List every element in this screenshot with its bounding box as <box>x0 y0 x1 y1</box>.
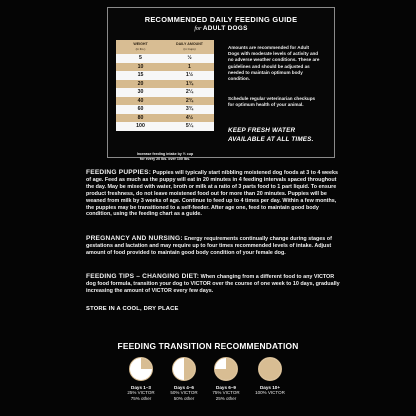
amount-cell: 5¼ <box>185 123 194 129</box>
pie-victor-portion <box>141 358 152 369</box>
guide-vet-text: Schedule regular veterinarian checkups for optimum health of your animal. <box>228 96 316 108</box>
table-row <box>116 71 214 80</box>
pregnancy-section <box>86 236 340 257</box>
guide-guideline-text: Amounts are recommended for Adult Dogs with moderate levels of activity and no adverse weather conditions. These are guidelines and should be adjusted as needed to maintain optimum body condition. <box>228 45 320 82</box>
water-note-line: AVAILABLE AT ALL TIMES. <box>228 135 314 143</box>
weight-cell: 80 <box>137 114 144 121</box>
weight-cell: 60 <box>137 106 144 112</box>
feeding-tips-body: When changing from a different food to any VICTOR dog food formula, transition your dog to VICTOR over the course of one week to 10 days, gradually increasing the amount of VICTOR every few days. <box>86 274 340 294</box>
stage-victor-share: 75% VICTOR <box>212 390 240 395</box>
amount-cell: 1¾ <box>185 80 194 87</box>
stage-victor-share: 50% VICTOR <box>170 390 198 395</box>
amount-header-unit: (in Cups) <box>183 46 196 51</box>
amount-cell: 4½ <box>185 114 194 121</box>
feeding-tips-section <box>86 274 340 295</box>
table-row <box>116 105 214 114</box>
amount-cell: 1 <box>188 63 191 70</box>
pie-victor-portion <box>259 358 281 380</box>
amount-cell: 1½ <box>185 72 194 78</box>
stage-days: Days 10+ <box>259 385 281 390</box>
puppies-section <box>86 170 340 218</box>
water-note-line: KEEP FRESH WATER <box>228 127 296 134</box>
table-row <box>116 88 214 97</box>
table-row <box>116 114 214 123</box>
water-note <box>228 127 328 144</box>
guide-subtitle-prefix: for <box>194 26 202 32</box>
table-row <box>116 63 214 72</box>
transition-stage <box>240 356 300 396</box>
puppies-body: Puppies will typically start nibbling moistened dog foods at 3 to 4 weeks of age. Feed as much as the puppy will eat in 20 minutes in 4 feeding intervals spaced throughout the day. May be mixed with water, broth or milk at a ratio of 3 parts food to 1 part liquid. To ensure product freshness, do not leave moistened food out for more than 20 minutes. Puppies will be weaned from milk by 3 weeks of age. Continue to feed up to 4 times per day. Within a few months, the puppies may be transitioned to a self-feeder. After age one, feed to maintain good body condition, using the feeding chart as a guide. <box>86 170 339 218</box>
pie-victor-portion <box>184 358 195 380</box>
stage-days: Days 6–9 <box>216 385 236 390</box>
table-header <box>116 40 214 54</box>
stage-days: Days 1–3 <box>131 385 151 390</box>
weight-cell: 30 <box>137 89 144 95</box>
puppies-heading: FEEDING PUPPIES: <box>86 169 152 176</box>
table-row <box>116 54 214 63</box>
weight-cell: 5 <box>139 55 142 61</box>
stage-other-share: 25% other <box>215 396 237 401</box>
transition-pie-icon <box>171 356 197 382</box>
transition-pie-icon <box>213 356 239 382</box>
weight-cell: 40 <box>137 97 144 104</box>
stage-victor-share: 25% VICTOR <box>127 390 155 395</box>
stage-other-share: 75% other <box>130 396 152 401</box>
amount-cell: 2¾ <box>185 97 194 104</box>
weight-cell: 15 <box>137 72 144 78</box>
pregnancy-body: Energy requirements continually change during stages of gestations and lactation and may require up to four times recommended levels of intake. Adjust amount of food provided to maintain good body condition of your female dog. <box>86 236 332 256</box>
table-row <box>116 97 214 106</box>
storage-instruction: STORE IN A COOL, DRY PLACE <box>86 306 179 312</box>
table-row <box>116 122 214 131</box>
table-note <box>116 152 214 162</box>
amount-cell: ½ <box>187 55 192 61</box>
feeding-guide-panel <box>107 7 335 161</box>
feeding-table <box>116 40 214 161</box>
stage-other-share: 50% other <box>173 396 195 401</box>
stage-days: Days 4–6 <box>174 385 194 390</box>
table-note-line: Increase feeding intake by ½ cup <box>136 152 194 156</box>
amount-cell: 2¼ <box>185 89 194 95</box>
weight-cell: 100 <box>136 123 145 129</box>
weight-header-unit: (in lbs.) <box>135 46 146 51</box>
transition-title: FEEDING TRANSITION RECOMMENDATION <box>117 341 299 351</box>
feeding-tips-heading: FEEDING TIPS – CHANGING DIET: <box>86 273 200 280</box>
transition-pie-icon <box>257 356 283 382</box>
guide-title: RECOMMENDED DAILY FEEDING GUIDE <box>144 15 298 24</box>
amount-cell: 3¾ <box>185 106 194 112</box>
weight-header-label: WEIGHT <box>133 42 148 46</box>
stage-victor-share: 100% VICTOR <box>255 390 285 395</box>
table-note-line: for every 20 lbs. over 100 lbs. <box>139 157 191 161</box>
amount-header-label: DAILY AMOUNT <box>175 42 204 46</box>
amount-column-header <box>165 40 214 54</box>
weight-cell: 10 <box>137 63 144 70</box>
table-row <box>116 80 214 89</box>
weight-column-header <box>116 40 165 54</box>
pregnancy-heading: PREGNANCY AND NURSING: <box>86 235 183 242</box>
guide-subtitle-main: ADULT DOGS <box>202 25 248 32</box>
weight-cell: 20 <box>137 80 144 87</box>
transition-pie-icon <box>128 356 154 382</box>
guide-subtitle <box>108 25 334 32</box>
